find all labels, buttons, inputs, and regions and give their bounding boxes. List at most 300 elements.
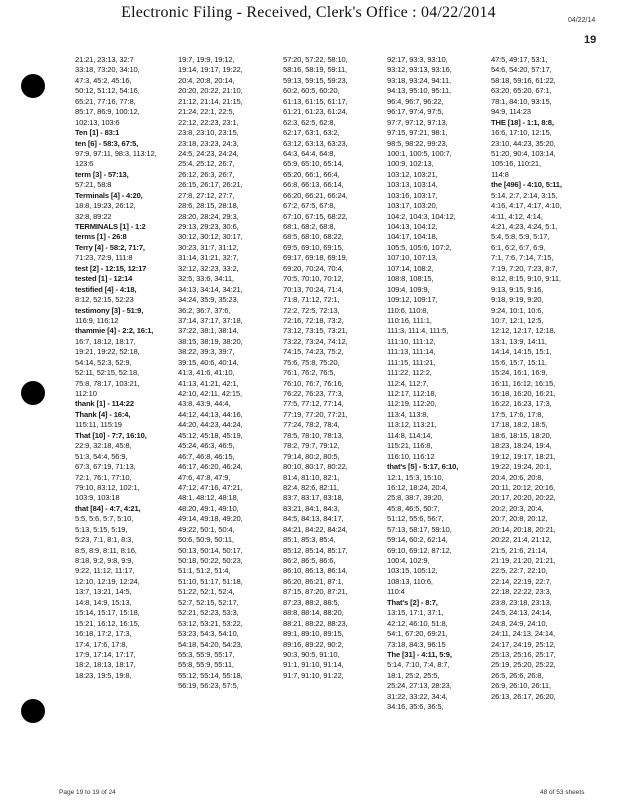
index-line: 47:3, 45:2, 45:16, [75, 75, 132, 85]
index-line: 69:20, 70:24, 70:4, [283, 263, 344, 273]
index-line: 20:4, 20:8, 20:14, [178, 75, 235, 85]
index-line: 52:21, 52:23, 53:3, [178, 608, 239, 618]
index-line: 45:8, 46:5, 50:7, [387, 503, 440, 513]
index-line: 17:9, 17:14, 17:17, [75, 649, 136, 659]
index-line: 23:18, 23:23, 24:3, [178, 138, 239, 148]
index-line: 46:17, 46:20, 46:24, [178, 462, 243, 472]
index-line: 86:20, 86:21, 87:1, [283, 576, 344, 586]
index-line: 86:2, 86:5, 86:6, [283, 556, 336, 565]
index-line: 111:10, 111:12, [387, 336, 436, 346]
index-line: 47:6, 47:8, 47:9, [178, 472, 231, 482]
index-line: 94:13, 95:10, 95:11, [387, 86, 451, 96]
index-line: 19:12, 19:17, 18:21, [491, 451, 556, 461]
index-line: 84:5, 84:13, 84:17, [283, 514, 344, 524]
index-line: 37:22, 38:1, 38:14, [178, 326, 239, 336]
index-line: 70:5, 70:10, 70:12, [283, 274, 344, 284]
index-line: 15:6, 15:7, 15:11, [491, 357, 547, 367]
filing-header: Electronic Filing - Received, Clerk's Office : 04/22/2014 [121, 4, 496, 21]
punch-hole-middle [21, 381, 45, 405]
index-line: 12:1, 15:3, 15:10, [387, 472, 444, 482]
index-line: 93:18, 93:24, 94:11, [387, 75, 451, 85]
index-line: 21:5, 21:6, 21:14, [491, 545, 548, 555]
index-line: 112:4, 112:7, [387, 378, 429, 388]
index-entry-head: The [31] - 4:11, 5:9, [387, 649, 452, 659]
footer-sheet-count: 48 of 53 sheets [540, 789, 585, 796]
index-line: 20:20, 20:22, 21:10, [178, 86, 243, 96]
index-line: 16:22, 16:23, 17:3, [491, 399, 552, 409]
index-line: 81:4, 81:10, 82:1, [283, 472, 340, 482]
index-line: 4:16, 4:17, 4:17, 4:10, [491, 201, 562, 211]
index-line: 50:18, 50:22, 50:23, [178, 556, 243, 565]
index-line: 72:1, 76:1, 77:10, [75, 472, 132, 482]
index-line: 78:1, 84:10, 93:15, [491, 96, 552, 106]
index-entry-head: TERMINALS [1] - 1:2 [75, 222, 146, 231]
index-line: 67:10, 67:15, 68:22, [283, 211, 348, 221]
index-line: 19:22, 19:24, 20:1, [491, 462, 552, 472]
index-line: 62:3, 62:5, 62:8, [283, 117, 336, 127]
index-entry-head: tested [1] - 12:14 [75, 274, 133, 284]
index-line: 111:3, 111:4, 111:5, [387, 326, 449, 336]
index-line: 20:2, 20:3, 20:4, [491, 503, 544, 513]
index-line: 25:19, 25:20, 25:22, [491, 660, 556, 670]
index-line: 58:18, 59:16, 61:22, [491, 75, 556, 85]
index-line: 116:9, 116:12 [75, 315, 119, 325]
index-line: 21:12, 21:14, 21:15, [178, 96, 243, 106]
index-line: 103:13, 103:14, [387, 180, 438, 190]
index-line: 72:16, 72:18, 73:2, [283, 315, 344, 325]
index-line: 50:6, 50:9, 50:11, [178, 535, 234, 545]
index-line: 20:22, 21:4, 21:12, [491, 535, 552, 545]
index-line: 14:14, 14:15, 15:1, [491, 347, 552, 357]
index-line: 87:15, 87:20, 87:21, [283, 587, 348, 597]
index-line: 107:10, 107:13, [387, 253, 438, 263]
index-line: 61:13, 61:15, 61:17, [283, 96, 348, 106]
index-line: 65:21, 77:16, 77:8, [75, 96, 136, 106]
index-entry-head: test [2] - 12:15, 12:17 [75, 263, 147, 273]
index-line: 18:8, 19:23, 26:12, [75, 201, 136, 211]
index-line: 100:9, 102:13, [387, 159, 434, 169]
index-line: 62:17, 63:1, 63:2, [283, 128, 340, 138]
index-line: 77:5, 77:12, 77:14, [283, 399, 344, 409]
index-line: 42:12, 46:10, 51:8, [387, 618, 448, 628]
index-line: 21:19, 21:20, 21:21, [491, 556, 556, 565]
index-entry-head: Thank [4] - 16:4, [75, 409, 131, 419]
index-line: 112:17, 112:18, [387, 389, 437, 398]
index-column-5 [491, 55, 595, 702]
index-line: 51:20, 90:4, 103:14, [491, 148, 556, 158]
index-line: 6:1, 6:2, 6:7, 6:9, [491, 242, 546, 252]
index-line: 66:20, 66:21, 66:24, [283, 190, 348, 200]
index-line: 51:3, 54:4, 56:9, [75, 451, 128, 461]
index-line: 113:4, 113:8, [387, 409, 429, 419]
index-line: 37:14, 37:17, 37:18, [178, 315, 243, 325]
index-line: 104:17, 104:18, [387, 232, 438, 242]
index-entry-head: Terry [4] - 58:2, 71:7, [75, 242, 145, 252]
index-line: 103:9, 103:18 [75, 493, 120, 503]
index-line: 43:8, 43:9, 44:4, [178, 399, 231, 409]
index-entry-head: ten [6] - 58:3, 67:5, [75, 138, 139, 148]
index-line: 100:4, 102:9, [387, 556, 430, 565]
index-line: 110:16, 111:1, [387, 315, 432, 325]
index-line: 63:20, 65:20, 67:1, [491, 86, 552, 96]
index-line: 88:8, 88:14, 88:20, [283, 608, 344, 618]
index-line: 39:15, 40:6, 40:14, [178, 357, 239, 367]
index-line: 66:8, 66:13, 66:14, [283, 180, 344, 190]
index-line: 5:23, 7:1, 8:1, 8:3, [75, 535, 134, 545]
index-line: 67:3, 67:19, 71:13, [75, 462, 136, 472]
index-line: 51:22, 52:1, 52:4, [178, 587, 235, 597]
index-line: 113:12, 113:21, [387, 420, 437, 430]
index-line: 26:12, 26:3, 26:7, [178, 169, 235, 179]
index-line: 51:1, 51:2, 51:4, [178, 566, 231, 576]
index-line: 69:5, 69:10, 69:15, [283, 242, 344, 252]
index-line: 89:16, 89:22, 90:2, [283, 639, 344, 649]
index-line: 114:8, 114:14, [387, 430, 433, 440]
index-line: 57:13, 58:17, 59:10, [387, 524, 452, 534]
index-line: 55:12, 55:14, 55:18, [178, 670, 243, 680]
index-line: 34:24, 35:9, 35:23, [178, 295, 239, 305]
index-line: 60:2, 60:5, 60:20, [283, 86, 340, 96]
index-line: 68:1, 68:2, 68:8, [283, 222, 336, 231]
index-line: 21:24, 22:1, 22:5, [178, 107, 235, 117]
index-line: 9:22, 11:12, 11:17, [75, 566, 135, 576]
index-line: 22:18, 22:22, 23:3, [491, 587, 552, 597]
index-line: 84:21, 84:22, 84:24, [283, 524, 348, 534]
index-line: 89:1, 89:10, 89:15, [283, 629, 344, 639]
punch-hole-bottom [21, 699, 45, 723]
index-line: 104:13, 104:12, [387, 222, 438, 231]
index-line: 5:14, 2:7, 2:14, 3:15, [491, 190, 558, 200]
index-line: 32:5, 33:6, 34:11, [178, 274, 234, 284]
index-entry-head: That [10] - 7:7, 16:10, [75, 430, 147, 440]
index-line: 14:8, 14:9, 15:13, [75, 597, 132, 607]
index-line: 15:24, 16:1, 16:9, [491, 368, 548, 378]
index-line: 68:5, 68:10, 68:22, [283, 232, 344, 242]
page-number: 19 [584, 34, 597, 46]
footer-page-range: Page 19 to 19 of 24 [59, 789, 116, 796]
index-line: 5:4, 5:8, 5:9, 5:17, [491, 232, 550, 242]
index-line: 31:14, 31:21, 32:7, [178, 253, 239, 263]
index-line: 97:9, 97:11, 98:3, 113:12, [75, 148, 157, 158]
index-line: 25:8, 38:7, 39:20, [387, 493, 444, 503]
index-line: 15:21, 16:12, 16:15, [75, 618, 140, 628]
index-line: 80:10, 80:17, 80:22, [283, 462, 348, 472]
index-line: 32:12, 32:23, 33:2, [178, 263, 239, 273]
index-line: 54:18, 54:20, 54:23, [178, 639, 243, 649]
index-line: 73:18, 84:3, 96:15 [387, 639, 446, 649]
index-column-4 [387, 55, 491, 713]
index-line: 90:3, 90:5, 91:10, [283, 649, 340, 659]
index-line: 103:17, 103:20, [387, 201, 438, 211]
index-line: 50:13, 50:14, 50:17, [178, 545, 243, 555]
index-line: 46:7, 46:8, 46:15, [178, 451, 235, 461]
index-line: 92:17, 93:3, 93:10, [387, 55, 448, 64]
index-line: 22:5, 22:7, 22:10, [491, 566, 548, 576]
index-line: 17:18, 18:2, 18:5, [491, 420, 548, 430]
index-line: 51:10, 51:17, 51:18, [178, 576, 243, 586]
index-entry-head: thank [1] - 114:22 [75, 399, 134, 409]
index-line: 110:4 [387, 587, 405, 597]
index-line: 55:3, 55:9, 55:17, [178, 649, 235, 659]
index-column-1 [75, 55, 179, 681]
index-line: 30:23, 31:7, 31:12, [178, 242, 239, 252]
index-line: 15:14, 15:17, 15:18, [75, 608, 140, 618]
index-line: 110:6, 110:8, [387, 305, 429, 315]
index-line: 53:12, 53:21, 53:22, [178, 618, 243, 628]
index-line: 61:21, 61:23, 61:24, [283, 107, 348, 117]
index-line: 42:10, 42:11, 42:15, [178, 389, 242, 398]
index-line: 103:15, 105:12, [387, 566, 438, 576]
index-line: 20:11, 20:12, 20:16, [491, 482, 555, 492]
index-line: 8:12, 52:15, 52:23 [75, 295, 134, 305]
index-line: 41:3, 41:6, 41:10, [178, 368, 235, 378]
index-line: 22:12, 22:23, 23:1, [178, 117, 239, 127]
index-line: 25:24, 27:13, 28:23, [387, 681, 452, 691]
index-line: 116:10, 116:12 [387, 451, 435, 461]
index-line: 22:14, 22:19, 22:7, [491, 576, 552, 586]
index-line: 7:1, 7:6, 7:14, 7:15, [491, 253, 554, 263]
index-line: 69:10, 69:12, 87:12, [387, 545, 452, 555]
punch-hole-top [21, 74, 45, 98]
index-line: 111:15, 111:21, [387, 357, 436, 367]
index-line: 29:13, 29:23, 30:6, [178, 222, 239, 231]
index-line: 87:23, 88:2, 88:5, [283, 597, 340, 607]
index-line: 18:23, 19:5, 19:8, [75, 670, 132, 680]
index-line: 103:16, 103:17, [387, 190, 438, 200]
index-line: 38:15, 38:19, 38:20, [178, 336, 243, 346]
index-line: 53:23, 54:3, 54:10, [178, 629, 239, 639]
index-line: 16:18, 16:20, 16:21, [491, 389, 556, 398]
index-line: 18:2, 18:13, 18:17, [75, 660, 136, 670]
index-line: 26:5, 26:6, 26:8, [491, 670, 544, 680]
index-line: 9:13, 9:15, 9:16, [491, 284, 544, 294]
index-entry-head: that [84] - 4:7, 4:21, [75, 503, 141, 513]
index-line: 19:14, 19:17, 19:22, [178, 65, 243, 75]
index-line: 4:11, 4:12, 4:14, [491, 211, 543, 221]
index-line: 72:2, 72:5, 72:13, [283, 305, 340, 315]
index-line: 105:5, 105:6, 107:2, [387, 242, 452, 252]
index-line: 9:24, 10:1, 10:6, [491, 305, 544, 315]
date-stamp: 04/22/14 [568, 17, 596, 24]
index-entry-head: terms [1] - 26:8 [75, 232, 127, 242]
index-line: 55:8, 55:9, 55:11, [178, 660, 234, 670]
index-line: 93:12, 93:13, 93:16, [387, 65, 452, 75]
index-line: 56:19, 56:23, 57:5, [178, 681, 239, 691]
index-line: 111:22, 112:2, [387, 368, 432, 378]
index-line: 5:5, 5:6, 5:7, 5:10, [75, 514, 134, 524]
index-line: 20:7, 20:8, 20:12, [491, 514, 548, 524]
index-line: 24:8, 24:9, 24:10, [491, 618, 548, 628]
index-line: 59:13, 59:15, 59:23, [283, 75, 348, 85]
index-line: 28:6, 28:15, 28:18, [178, 201, 239, 211]
index-line: 17:5, 17:6, 17:8, [491, 409, 544, 419]
index-line: 9:18, 9:19, 9:20, [491, 295, 544, 305]
index-line: 31:22, 33:22, 34:4, [387, 691, 448, 701]
index-line: 20:14, 20:18, 20:21, [491, 524, 556, 534]
index-line: 23:8, 23:10, 23:15, [178, 128, 239, 138]
index-line: 83:21, 84:1, 84:3, [283, 503, 340, 513]
index-line: 85:1, 85:3, 85:4, [283, 535, 336, 545]
index-line: 34:13, 34:14, 34:21, [178, 284, 243, 294]
index-line: 75:6, 75:8, 75:20, [283, 357, 340, 367]
index-line: 109:12, 109:17, [387, 295, 438, 305]
index-entry-head: THE [18] - 1:1, 8:8, [491, 117, 554, 127]
index-line: 34:16, 35:6, 36:5, [387, 702, 444, 712]
index-line: 51:12, 55:6, 56:7, [387, 514, 444, 524]
index-line: 115:21, 116:8, [387, 441, 433, 451]
index-entry-head: testified [4] - 4:18, [75, 284, 137, 294]
index-line: 16:12, 18:24, 20:4, [387, 482, 448, 492]
index-line: 76:22, 76:23, 77:3, [283, 389, 344, 398]
index-line: 24:11, 24:13, 24:14, [491, 629, 555, 639]
index-line: 21:21, 23:13, 32:7 [75, 55, 134, 64]
index-entry-head: the [496] - 4:10, 5:11, [491, 180, 562, 190]
index-line: 30:12, 30:12, 30:17, [178, 232, 243, 242]
index-line: 79:14, 80:2, 80:5, [283, 451, 340, 461]
index-line: 5:13, 5:15, 5:19, [75, 524, 128, 534]
index-line: 64:3, 64:4, 64:8, [283, 148, 336, 158]
index-line: 85:12, 85:14, 85:17, [283, 545, 348, 555]
index-line: 18:6, 18:15, 18:20, [491, 430, 552, 440]
index-line: 104:2, 104:3, 104:12, [387, 211, 456, 221]
index-line: 108:8, 108:15, [387, 274, 434, 284]
index-line: 10:7, 12:1, 12:5, [491, 315, 544, 325]
index-line: 36:2, 36:7, 37:6, [178, 305, 231, 315]
index-line: 65:20, 66:1, 66:4, [283, 169, 340, 179]
index-line: 4:21, 4:23, 4:24, 5:1, [491, 222, 558, 231]
index-line: 58:16, 58:19, 59:11, [283, 65, 347, 75]
index-line: 19:21, 19:22, 52:18, [75, 347, 140, 357]
index-line: 26:13, 26:17, 26:20, [491, 691, 556, 701]
index-line: 76:10, 76:7, 76:16, [283, 378, 344, 388]
index-line: 23:8, 23:18, 23:13, [491, 597, 552, 607]
index-column-2 [178, 55, 282, 692]
index-line: 57:21, 58:8 [75, 180, 112, 190]
index-line: 96:4, 96:7, 96:22, [387, 96, 444, 106]
index-line: 88:21, 88:22, 88:23, [283, 618, 348, 628]
index-line: 100:1, 100:5, 100:7, [387, 148, 452, 158]
index-line: 97:15, 97:21, 98:1, [387, 128, 448, 138]
index-line: 5:14, 7:10, 7:4, 8:7, [387, 660, 450, 670]
index-entry-head: testimony [3] - 51:9, [75, 305, 144, 315]
index-line: 52:11, 52:15, 52:18, [75, 368, 139, 378]
index-line: 50:12, 51:12, 54:16, [75, 86, 140, 96]
index-line: 33:18, 73:20, 34:10, [75, 65, 140, 75]
index-line: 25:4, 25:12, 26:7, [178, 159, 235, 169]
index-line: 25:13, 25:16, 25:17, [491, 649, 556, 659]
index-line: 54:6, 54:20, 57:17, [491, 65, 552, 75]
index-line: 16:6, 17:10, 12:15, [491, 128, 552, 138]
index-line: 24:5, 24:23, 24:24, [178, 148, 239, 158]
index-line: 73:12, 73:15, 73:21, [283, 326, 348, 336]
index-line: 73:22, 73:24, 74:12, [283, 336, 348, 346]
index-line: 48:1, 48:12, 48:18, [178, 493, 239, 503]
index-line: 123:6 [75, 159, 94, 169]
index-line: 112:19, 112:20, [387, 399, 437, 409]
index-line: 71:23, 72:9, 111:8 [75, 253, 133, 263]
index-line: 98:5, 98:22, 99:23, [387, 138, 448, 148]
index-line: 41:13, 41:21, 42:1, [178, 378, 239, 388]
index-line: 38:22, 39:3, 39:7, [178, 347, 235, 357]
index-line: 45:24, 46:3, 46:5, [178, 441, 235, 451]
index-line: 96:17, 97:4, 97:5, [387, 107, 444, 117]
index-entry-head: Ten [1] - 83:1 [75, 128, 120, 138]
index-line: 13:1, 13:9, 14:11, [491, 336, 547, 346]
index-line: 16:11, 16:12, 16:15, [491, 378, 555, 388]
index-line: 102:13, 103:6 [75, 117, 120, 127]
index-line: 112:10 [75, 389, 97, 398]
index-line: 105:16, 110:21, [491, 159, 541, 169]
index-line: 47:12, 47:16, 47:21, [178, 482, 243, 492]
index-line: 83:7, 83:17, 83:18, [283, 493, 344, 503]
index-line: 74:15, 74:23, 75:2, [283, 347, 344, 357]
index-line: 8:18, 9:2, 9:8, 9:9, [75, 556, 134, 565]
index-line: 16:7, 18:12, 18:17, [75, 336, 136, 346]
index-line: 77:19, 77:20, 77:21, [283, 409, 348, 419]
index-line: 28:20, 28:24, 29:3, [178, 211, 239, 221]
index-line: 7:19, 7:20, 7:23, 8:7, [491, 263, 558, 273]
index-line: 27:8, 27:12, 27:7, [178, 190, 235, 200]
index-line: 52:7, 52:15, 52:17, [178, 597, 239, 607]
index-line: 115:11, 115:19 [75, 420, 122, 430]
index-line: 8:5, 8:9, 8:11, 8:16, [75, 545, 137, 555]
index-line: 108:13, 110:6, [387, 576, 433, 586]
index-line: 79:10, 83:12, 102:1, [75, 482, 140, 492]
index-line: 45:12, 45:18, 45:19, [178, 430, 243, 440]
index-line: 8:12, 8:15, 9:10, 9:11, [491, 274, 561, 284]
index-line: 91:1, 91:10, 91:14, [283, 660, 344, 670]
index-line: 19:7, 19:9, 19:12, [178, 55, 235, 64]
index-line: 67:2, 67:5, 67:8, [283, 201, 336, 211]
index-entry-head: that's [5] - 5:17, 6:10, [387, 462, 459, 472]
index-line: 86:10, 86:13, 86:14, [283, 566, 348, 576]
index-line: 20:4, 20:6, 20:8, [491, 472, 544, 482]
index-line: 109:4, 109:9, [387, 284, 430, 294]
index-line: 20:17, 20:20, 20:22, [491, 493, 556, 503]
index-line: 70:13, 70:24, 71:4, [283, 284, 344, 294]
index-line: 114:8 [491, 169, 509, 179]
index-entry-head: Terminals [4] - 4:20, [75, 190, 143, 200]
index-line: 26:15, 26:17, 26:21, [178, 180, 243, 190]
index-entry-head: That's [2] - 8:7, [387, 597, 438, 607]
index-line: 44:20, 44:23, 44:24, [178, 420, 243, 430]
index-line: 94:9, 114:23 [491, 107, 531, 117]
index-entry-head: thammie [4] - 2:2, 16:1, [75, 326, 154, 336]
index-line: 82:4, 82:6, 82:11, [283, 482, 339, 492]
index-line: 97:7, 97:12, 97:13, [387, 117, 448, 127]
index-line: 13:15, 17:1, 37:1, [387, 608, 444, 618]
index-line: 17:4, 17:6, 17:8, [75, 639, 128, 649]
index-line: 111:13, 111:14, [387, 347, 436, 357]
index-line: 24:5, 24:13, 24:14, [491, 608, 552, 618]
index-line: 103:12, 103:21, [387, 169, 438, 179]
index-line: 12:10, 12:19, 12:24, [75, 576, 140, 586]
index-line: 16:18, 17:2, 17:3, [75, 629, 132, 639]
index-line: 69:17, 69:18, 69:19, [283, 253, 348, 263]
index-line: 24:17, 24:19, 25:12, [491, 639, 556, 649]
index-line: 12:12, 12:17, 12:18, [491, 326, 556, 336]
index-line: 77:24, 78:2, 78:4, [283, 420, 340, 430]
index-line: 26:9, 26:10, 26:11, [491, 681, 551, 691]
index-line: 75:8, 78:17, 103:21, [75, 378, 140, 388]
index-line: 32:8, 89:22 [75, 211, 112, 221]
index-line: 76:1, 76:2, 76:5, [283, 368, 336, 378]
index-line: 71:8, 71:12, 72:1, [283, 295, 340, 305]
index-line: 54:1, 67:20, 69:21, [387, 629, 448, 639]
index-line: 85:17, 86:9, 100:12, [75, 107, 140, 117]
index-line: 78:5, 78:10, 78:13, [283, 430, 344, 440]
index-line: 47:5, 49:17, 53:1, [491, 55, 548, 64]
